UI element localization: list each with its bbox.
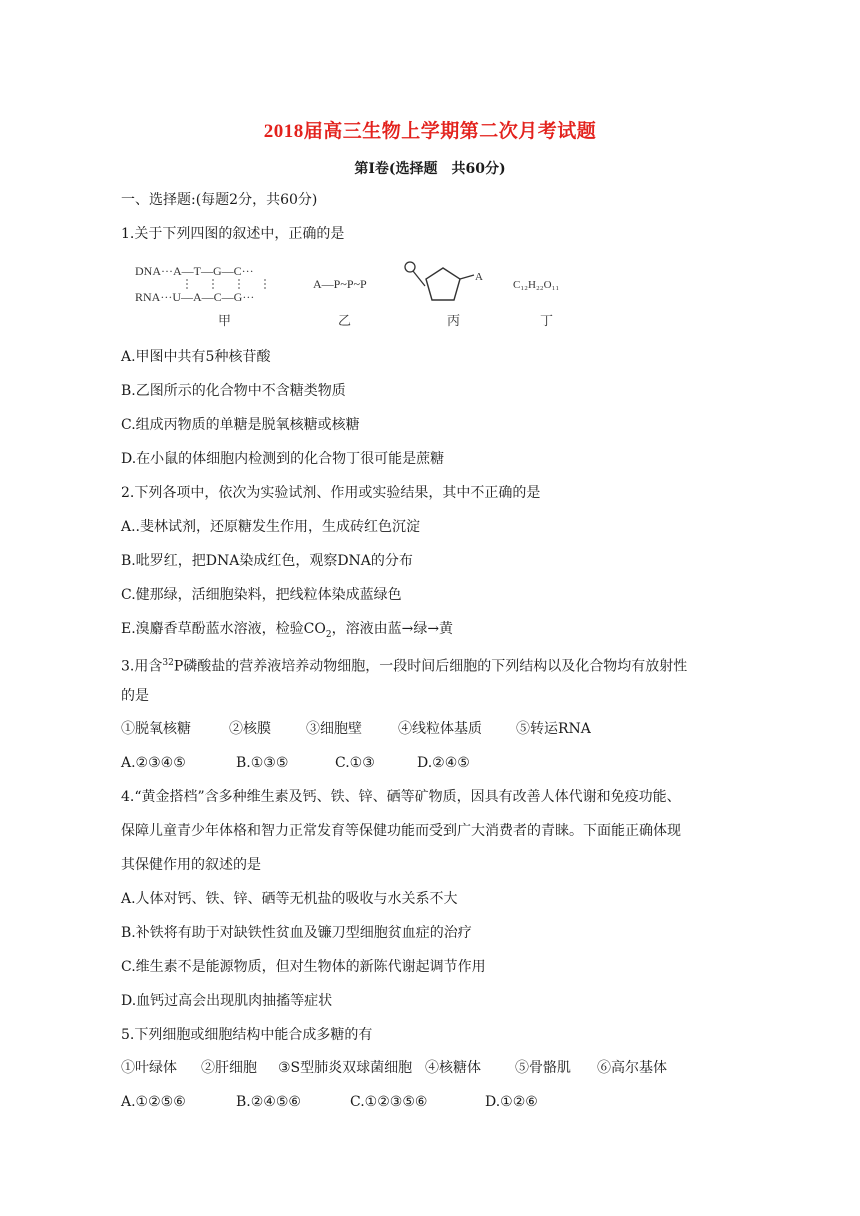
ding-formula: C₁₂H₂₂O₁₁ <box>513 279 560 291</box>
q3-item: ③细胞壁 <box>306 721 362 737</box>
q4-stem-line-1: 4.“黄金搭档”含多种维生素及钙、铁、锌、硒等矿物质，因具有改善人体代谢和免疫功能、 <box>121 789 681 805</box>
q1-option-c: C.组成丙物质的单糖是脱氧核糖或核糖 <box>121 417 360 433</box>
part-one-heading: 第Ⅰ卷(选择题 共60分) <box>354 161 506 177</box>
q1-option-b: B.乙图所示的化合物中不含糖类物质 <box>121 383 346 399</box>
q5-item: ⑥高尔基体 <box>597 1060 667 1076</box>
label-jia: 甲 <box>218 313 232 328</box>
q5-item: ④核糖体 <box>425 1060 481 1076</box>
q3-option: C.①③ <box>335 755 375 771</box>
q5-option: C.①②③⑤⑥ <box>350 1094 428 1110</box>
q2-option-e: E.溴麝香草酚蓝水溶液，检验$CO_2$，溶液由蓝→绿→黄 <box>121 621 454 640</box>
q5-option: A.①②⑤⑥ <box>121 1094 186 1110</box>
q1-option-a: A.甲图中共有5种核苷酸 <box>121 349 271 365</box>
q2-stem: 2.下列各项中，依次为实验试剂、作用或实验结果，其中不正确的是 <box>121 485 541 501</box>
q3-stem: 3.用含$^{32}$P磷酸盐的营养液培养动物细胞，一段时间后细胞的下列结构以及化合物均有放射性 <box>121 658 688 675</box>
q1-figure-graphic <box>121 254 581 332</box>
exam-title: 2018届高三生物上学期第二次月考试题 <box>263 121 597 142</box>
q1-option-d: D.在小鼠的体细胞内检测到的化合物丁很可能是蔗糖 <box>121 451 445 467</box>
q3-item: ④线粒体基质 <box>398 721 482 737</box>
q3-option: A.②③④⑤ <box>121 755 186 771</box>
q5-option: D.①②⑥ <box>485 1094 538 1110</box>
q3-option: D.②④⑤ <box>417 755 470 771</box>
phosphate-circle <box>405 262 415 272</box>
bing-base: A <box>475 271 483 283</box>
yi-atp: A—P~P~P <box>313 277 367 291</box>
q5-option: B.②④⑤⑥ <box>236 1094 301 1110</box>
label-bing: 丙 <box>447 313 461 328</box>
q5-item: ①叶绿体 <box>121 1060 177 1076</box>
q2-option-b: B.吡罗红，把DNA染成红色，观察DNA的分布 <box>121 553 413 569</box>
q1-figure <box>121 254 581 332</box>
q2-option-c: C.健那绿，活细胞染料，把线粒体染成蓝绿色 <box>121 587 402 603</box>
q4-stem-line-2: 保障儿童青少年体格和智力正常发育等保健功能而受到广大消费者的青睐。下面能正确体现 <box>121 823 681 839</box>
q3-stem-continued: 的是 <box>121 688 149 704</box>
base-bond <box>460 275 474 279</box>
q5-item: ②肝细胞 <box>201 1060 257 1076</box>
q3-item: ①脱氧核糖 <box>121 721 191 737</box>
q5-item: ⑤骨骼肌 <box>515 1060 571 1076</box>
jia-rna-strand: RNA···U—A—C—G··· <box>135 290 255 304</box>
q5-item: ③S型肺炎双球菌细胞 <box>278 1060 413 1076</box>
label-ding: 丁 <box>540 313 554 328</box>
q3-option: B.①③⑤ <box>236 755 289 771</box>
q5-stem: 5.下列细胞或细胞结构中能合成多糖的有 <box>121 1027 373 1043</box>
q2-option-a: A..斐林试剂，还原糖发生作用，生成砖红色沉淀 <box>121 519 421 535</box>
phosphate-bond <box>413 271 425 286</box>
q4-option-a: A.人体对钙、铁、锌、硒等无机盐的吸收与水关系不大 <box>121 891 458 907</box>
q5-options <box>121 1092 538 1112</box>
q3-item: ②核膜 <box>229 721 271 737</box>
q3-options <box>121 753 470 773</box>
q3-item: ⑤转运RNA <box>516 721 591 737</box>
q4-option-d: D.血钙过高会出现肌肉抽搐等症状 <box>121 993 333 1009</box>
pentose-ring <box>426 268 460 300</box>
label-yi: 乙 <box>338 313 352 328</box>
q4-option-c: C.维生素不是能源物质，但对生物体的新陈代谢起调节作用 <box>121 959 486 975</box>
q4-stem-line-3: 其保健作用的叙述的是 <box>121 857 261 873</box>
q5-items <box>121 1058 667 1078</box>
q4-option-b: B.补铁将有助于对缺铁性贫血及镰刀型细胞贫血症的治疗 <box>121 925 472 941</box>
q3-items <box>121 719 591 739</box>
jia-dna-strand: DNA···A—T—G—C··· <box>135 264 254 278</box>
section-heading: 一、选择题:(每题2分，共60分) <box>121 192 318 208</box>
q1-stem: 1.关于下列四图的叙述中，正确的是 <box>121 226 345 242</box>
